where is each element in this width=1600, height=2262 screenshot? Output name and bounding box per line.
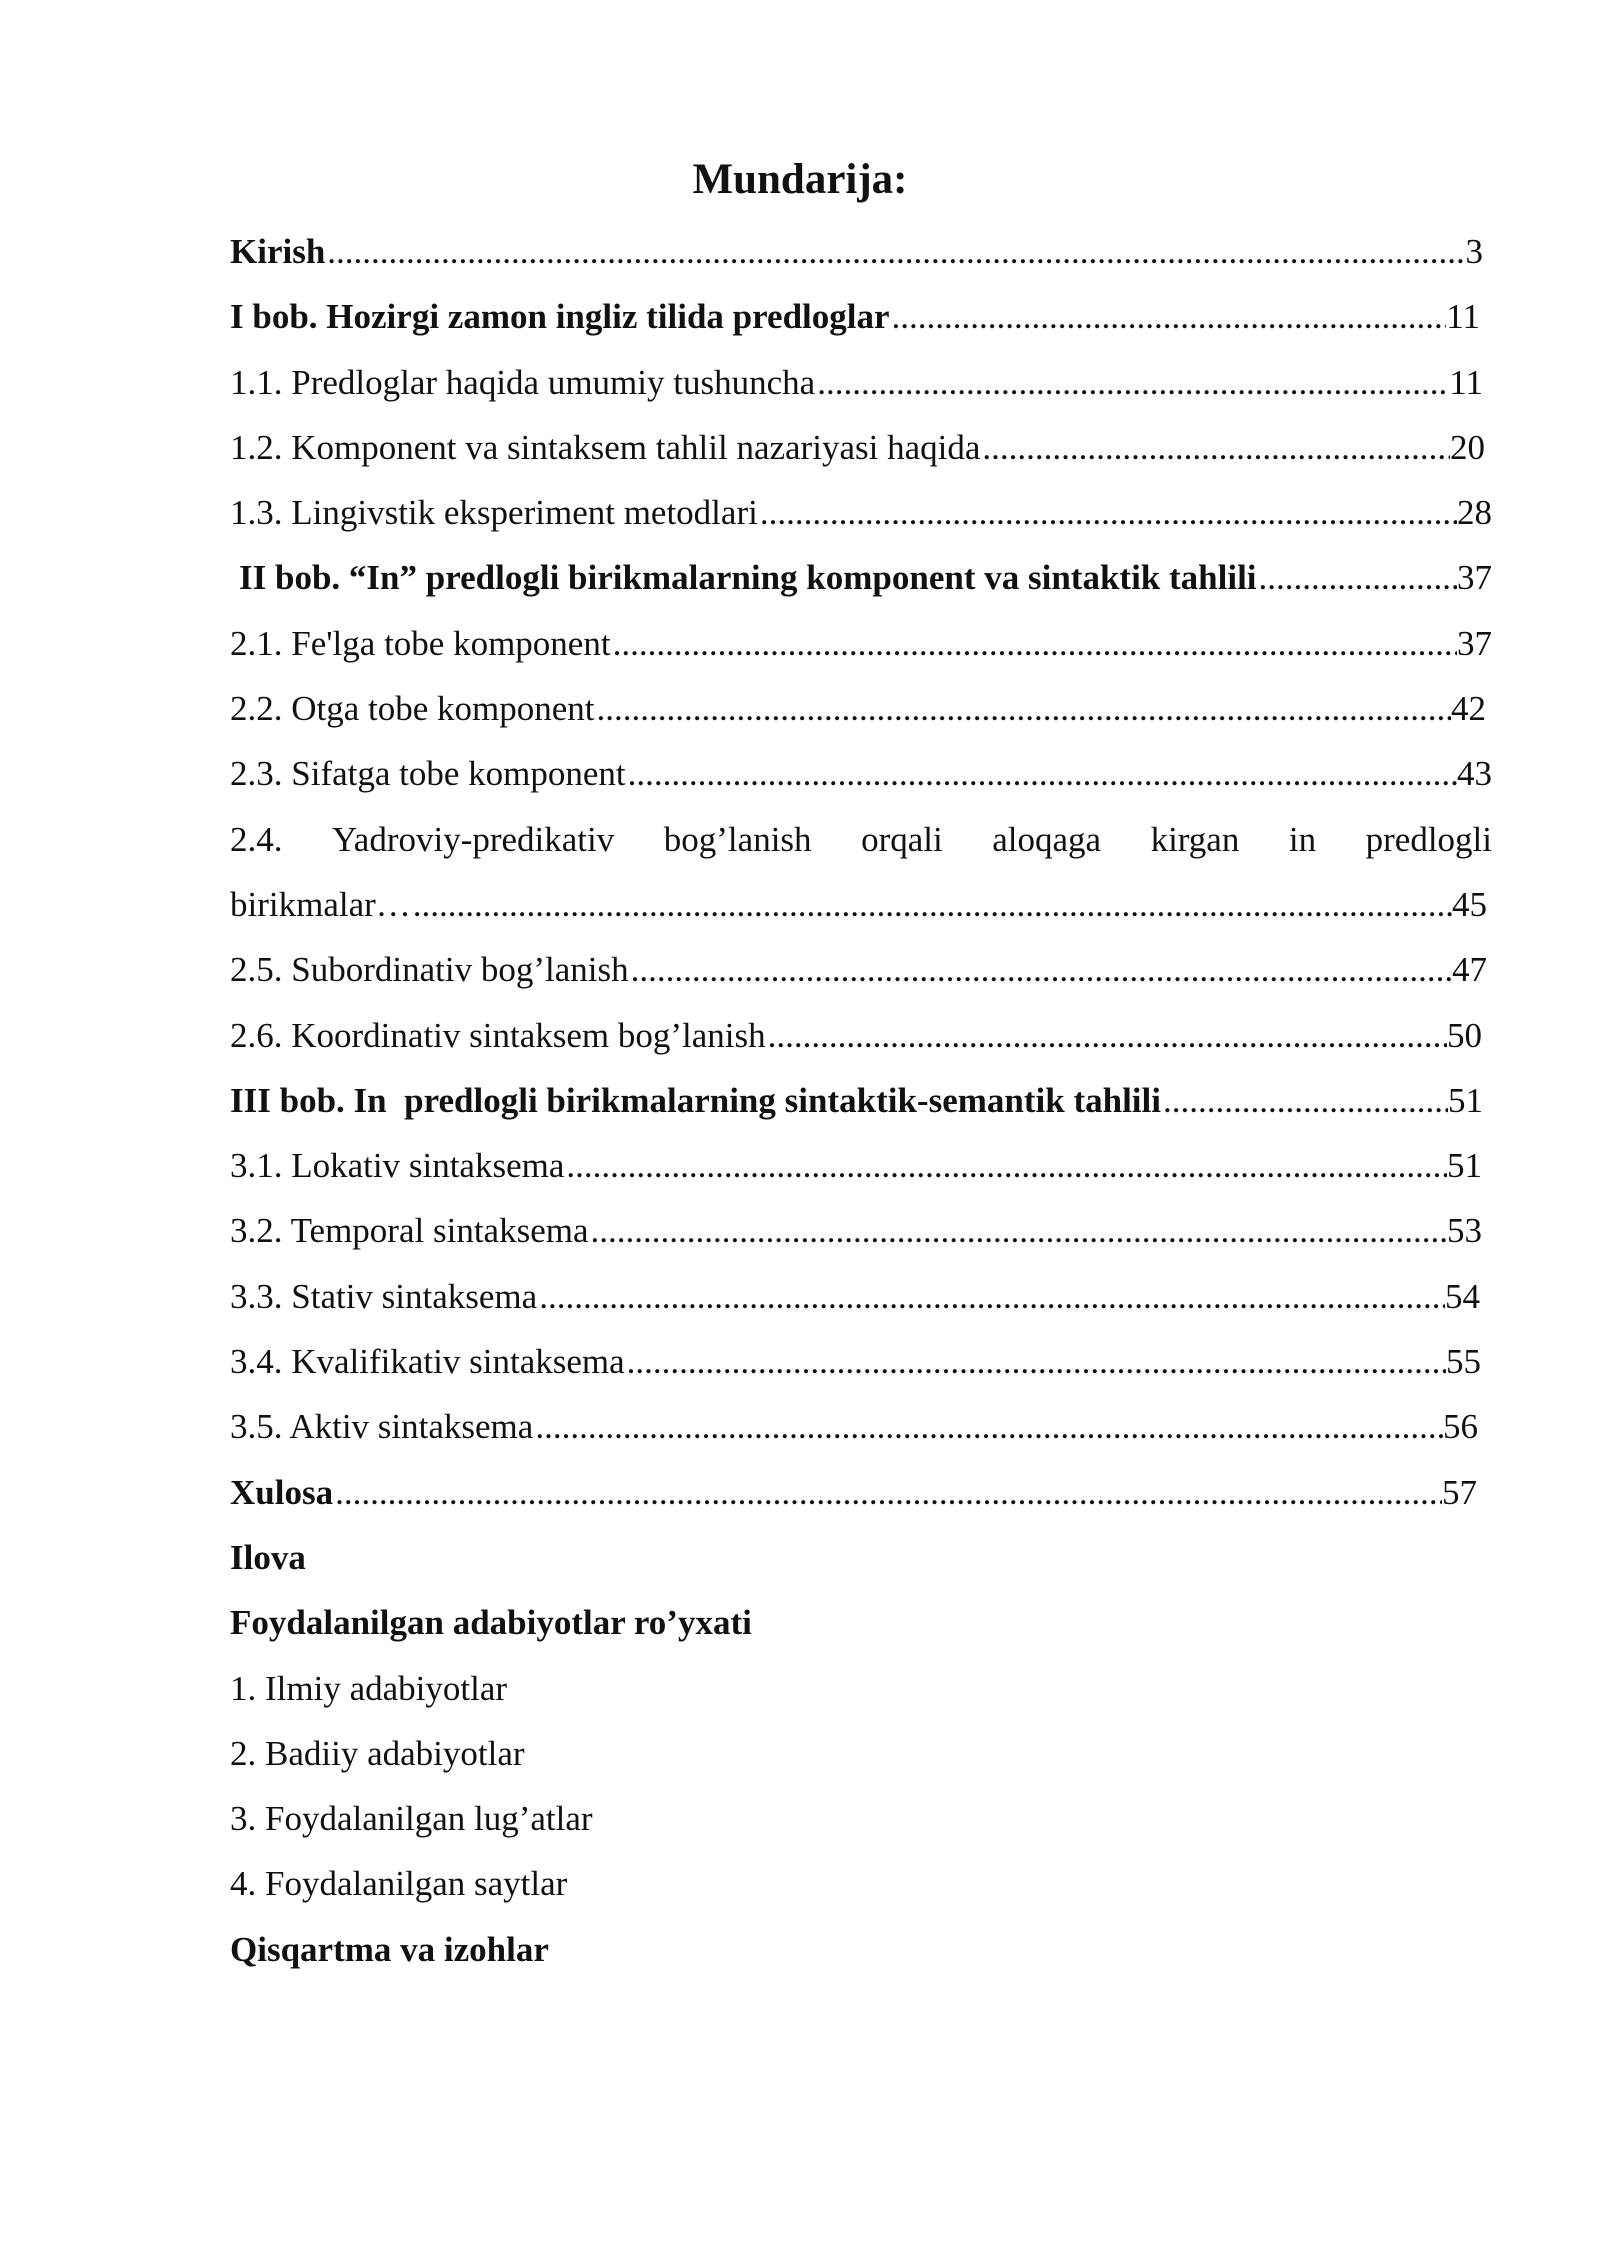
toc-entry-continuation[interactable] xyxy=(230,872,1487,937)
toc-entry-word: kirgan xyxy=(1150,819,1240,859)
toc-entry[interactable] xyxy=(230,1198,1482,1263)
toc-entry-label: 2.6. Koordinativ sintaksem bog’lanish xyxy=(230,1015,766,1055)
toc-entry-page: 37 xyxy=(1457,558,1492,598)
toc-entry-word: in xyxy=(1288,819,1317,859)
toc-entry-label: 1.2. Komponent va sintaksem tahlil nazariyasi haqida xyxy=(230,427,981,467)
toc-entry-page: 54 xyxy=(1445,1276,1480,1316)
toc-entry-label: 3. Foydalanilgan lug’atlar xyxy=(230,1799,593,1839)
toc-entry-page: 11 xyxy=(1446,297,1480,337)
toc-subitem[interactable] xyxy=(230,1656,1530,1721)
dot-leader xyxy=(539,1264,1445,1329)
dot-leader xyxy=(591,1198,1448,1263)
toc-entry-label: 3.5. Aktiv sintaksema xyxy=(230,1407,534,1447)
toc-entry-label: III bob. In predlogli birikmalarning sintaktik-semantik tahlili xyxy=(230,1080,1161,1120)
toc-entry[interactable] xyxy=(230,1068,1483,1133)
toc-entry[interactable] xyxy=(230,741,1492,806)
toc-entry-word: 2.4. xyxy=(230,819,283,859)
toc-entry-word: Yadroviy-predikativ xyxy=(332,819,615,859)
toc-entry[interactable] xyxy=(230,480,1492,545)
toc-entry-page: 51 xyxy=(1447,1146,1482,1186)
toc-entry-page: 50 xyxy=(1447,1015,1482,1055)
toc-entry-label: 2.1. Fe'lga tobe komponent xyxy=(230,623,611,663)
toc-entry[interactable] xyxy=(230,284,1480,349)
toc-entry[interactable] xyxy=(230,1460,1477,1525)
dot-leader xyxy=(982,415,1450,480)
toc-entry-word: aloqaga xyxy=(992,819,1102,859)
toc-entry-page: 43 xyxy=(1457,754,1492,794)
toc-entry[interactable] xyxy=(230,545,1492,610)
toc-entry-page: 42 xyxy=(1451,689,1486,729)
toc-entry[interactable] xyxy=(230,350,1483,415)
dot-leader xyxy=(1259,545,1457,610)
toc-entry-label: 3.3. Stativ sintaksema xyxy=(230,1276,538,1316)
dot-leader xyxy=(413,872,1452,937)
dot-leader xyxy=(760,480,1457,545)
toc-section-ilova[interactable] xyxy=(230,1525,1530,1590)
toc-entry-page: 45 xyxy=(1452,884,1487,924)
toc-entry-page: 3 xyxy=(1465,232,1483,271)
toc-section-references[interactable] xyxy=(230,1590,1530,1655)
toc-entry-label: Foydalanilgan adabiyotlar ro’yxati xyxy=(230,1603,752,1643)
toc-entry[interactable] xyxy=(230,1264,1480,1329)
toc-entry-page: 37 xyxy=(1457,623,1492,663)
toc-entry-label: 1. Ilmiy adabiyotlar xyxy=(230,1668,508,1708)
dot-leader xyxy=(631,937,1452,1002)
dot-leader xyxy=(1163,1068,1448,1133)
toc-entry-label: Xulosa xyxy=(230,1472,334,1512)
toc-entry[interactable] xyxy=(230,1394,1478,1459)
dot-leader xyxy=(566,1133,1447,1198)
toc-entry-label: II bob. “In” predlogli birikmalarning komponent va sintaktik tahlili xyxy=(239,558,1257,598)
toc-entry-label: Ilova xyxy=(230,1537,306,1577)
toc-entry[interactable] xyxy=(230,611,1492,676)
toc-entry-label: 2.2. Otga tobe komponent xyxy=(230,689,595,729)
toc-entry[interactable] xyxy=(230,1133,1482,1198)
toc-subitem[interactable] xyxy=(230,1786,1530,1851)
toc-entry[interactable] xyxy=(230,807,1492,872)
dot-leader xyxy=(768,1003,1447,1068)
toc-entry-label: Kirish xyxy=(230,232,326,271)
toc-entry-word: orqali xyxy=(861,819,943,859)
dot-leader xyxy=(335,1460,1442,1525)
dot-leader xyxy=(627,1329,1446,1394)
toc-entry-word: bog’lanish xyxy=(663,819,812,859)
toc-entry-label: 3.2. Temporal sintaksema xyxy=(230,1211,589,1251)
toc-entry-label: I bob. Hozirgi zamon ingliz tilida predloglar xyxy=(230,297,890,337)
toc-entry[interactable] xyxy=(230,676,1486,741)
dot-leader xyxy=(535,1394,1443,1459)
toc-entry[interactable] xyxy=(230,415,1485,480)
toc-entry-label: 3.1. Lokativ sintaksema xyxy=(230,1146,565,1186)
dot-leader xyxy=(628,741,1457,806)
toc-entry-label: 1.1. Predloglar haqida umumiy tushuncha xyxy=(230,362,816,402)
toc-subitem[interactable] xyxy=(230,1721,1530,1786)
toc-entry-page: 57 xyxy=(1442,1472,1477,1512)
toc-entry[interactable] xyxy=(230,219,1483,284)
dot-leader xyxy=(613,611,1457,676)
dot-leader xyxy=(892,284,1447,349)
toc-entry-label: 2. Badiiy adabiyotlar xyxy=(230,1733,525,1773)
toc-entry[interactable] xyxy=(230,937,1487,1002)
toc-entry-page: 11 xyxy=(1449,362,1483,402)
toc-entry-label: 3.4. Kvalifikativ sintaksema xyxy=(230,1342,625,1382)
toc-entry-label: 2.3. Sifatga tobe komponent xyxy=(230,754,626,794)
dot-leader xyxy=(327,219,1465,284)
toc-entry-label: 2.5. Subordinativ bog’lanish xyxy=(230,950,629,990)
toc-entry[interactable] xyxy=(230,1329,1481,1394)
toc-entry-label: 1.3. Lingivstik eksperiment metodlari xyxy=(230,493,758,533)
toc-subitem[interactable] xyxy=(230,1851,1530,1916)
toc-entry-label: birikmalar… xyxy=(230,884,411,924)
table-of-contents xyxy=(230,219,1530,1982)
toc-entry-page: 28 xyxy=(1457,493,1492,533)
toc-entry-page: 53 xyxy=(1447,1211,1482,1251)
toc-entry-label: 4. Foydalanilgan saytlar xyxy=(230,1864,568,1904)
toc-entry-page: 51 xyxy=(1448,1080,1483,1120)
toc-entry-page: 55 xyxy=(1446,1342,1481,1382)
dot-leader xyxy=(817,350,1449,415)
toc-entry[interactable] xyxy=(230,1003,1482,1068)
toc-entry-word: predlogli xyxy=(1365,819,1492,859)
toc-entry-label: Qisqartma va izohlar xyxy=(230,1929,549,1969)
toc-entry-page: 56 xyxy=(1443,1407,1478,1447)
toc-entry-page: 47 xyxy=(1452,950,1487,990)
toc-section-abbreviations[interactable] xyxy=(230,1917,1530,1982)
dot-leader xyxy=(597,676,1451,741)
toc-entry-page: 20 xyxy=(1450,427,1485,467)
toc-title: Mundarija: xyxy=(692,156,908,203)
